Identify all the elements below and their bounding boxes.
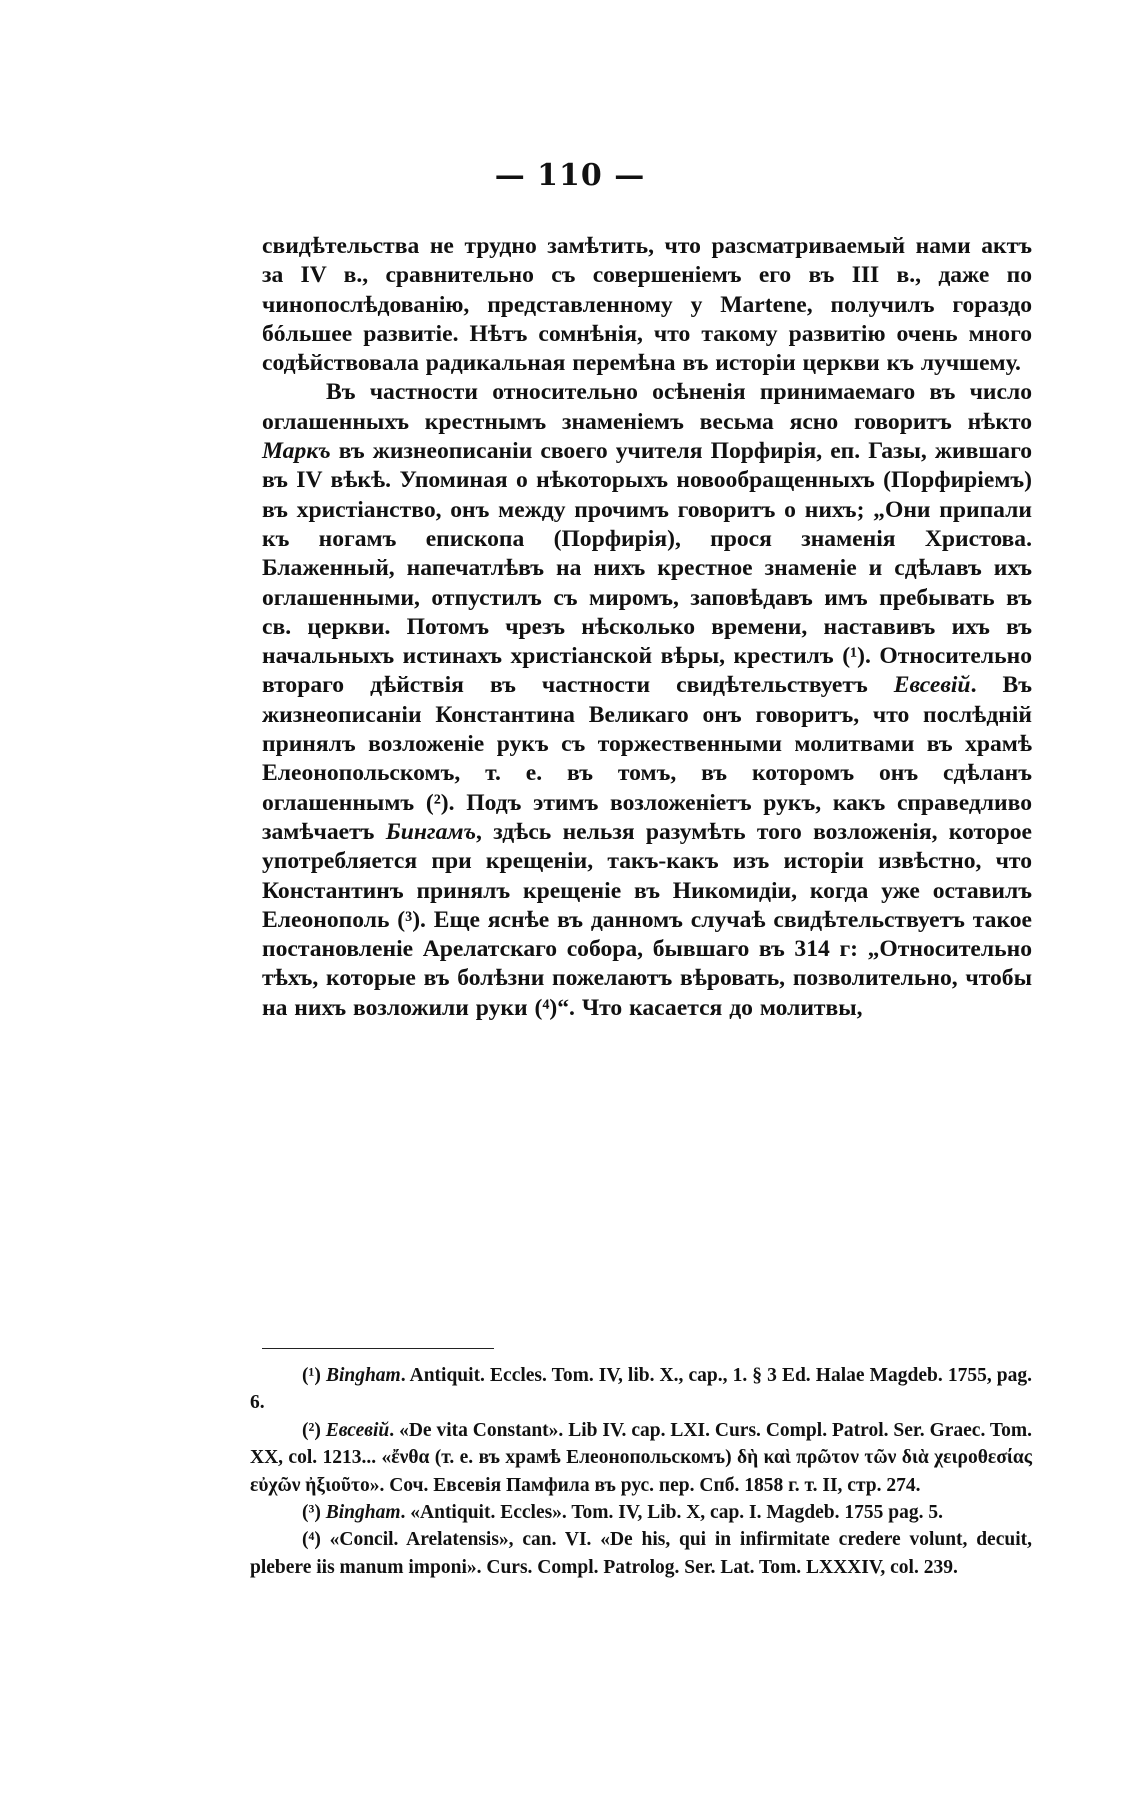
footnote-marker: (³): [302, 1502, 326, 1524]
paragraph-1: [262, 232, 1032, 378]
footnote-4: [250, 1526, 1032, 1581]
footnotes: [250, 1362, 1032, 1581]
footnote-marker: (²): [302, 1419, 326, 1441]
text-run: свидѣтельства не трудно замѣтить, что разсматриваемый нами актъ за IV в., сравнительно съ совершеніемъ его въ III в., даже по чинопослѣдованію, представленному у Martene, получилъ гораздо бóльшее развитіе. Нѣтъ сомнѣнія, что такому развитію очень много содѣйствовала радикальная перемѣна въ исторіи церкви къ лучшему.: [262, 233, 1032, 377]
paragraph-2: [262, 378, 1032, 1023]
text-run: . Въ жизнеописаніи Константина Великаго онъ говоритъ, что послѣдній принялъ возложеніе рукъ съ торжественными молитвами въ храмѣ Елеонопольскомъ, т. е. въ томъ, въ которомъ онъ сдѣланъ оглашеннымъ (²). Подъ этимъ возложеніетъ рукъ, какъ справедливо замѣчаетъ: [262, 672, 1032, 845]
footnote-marker: (¹): [302, 1365, 326, 1386]
author-name-eusebius: Евсевій: [893, 672, 971, 699]
footnote-text: . Antiquit. Eccles. Tom. IV, lib. X., cap., 1. § 3 Ed. Halae Magdeb. 1755, pag. 6.: [250, 1365, 1032, 1414]
footnote-author: Bingham: [325, 1365, 401, 1386]
page-number: — 110 —: [494, 158, 646, 193]
text-run: въ жизнеописаніи своего учителя Порфирія, еп. Газы, жившаго въ IV вѣкѣ. Упоминая о нѣкоторыхъ новообращенныхъ (Порфиріемъ) въ христіанство, онъ между прочимъ говоритъ о нихъ; „Они припали къ ногамъ епископа (Порфирія), прося знаменія Христова. Блаженный, напечатлѣвъ на нихъ крестное знаменіе и сдѣлавъ ихъ оглашенными, отпустилъ съ миромъ, заповѣдавъ имъ пребывать въ св. церкви. Потомъ чрезъ нѣсколько времени, наставивъ ихъ въ начальныхъ истинахъ христіанской вѣры, крестилъ (¹). Относительно втораго дѣйствія въ частности свидѣтельствуетъ: [262, 438, 1032, 699]
author-name-mark: Маркъ: [262, 438, 331, 465]
footnote-divider: [262, 1348, 494, 1349]
footnote-text: . «Antiquit. Eccles». Tom. IV, Lib. X, cap. I. Magdeb. 1755 pag. 5.: [400, 1502, 943, 1524]
footnote-text: (⁴) «Concil. Arelatensis», can. VI. «De his, qui in infirmitate credere volunt, decuit, plebere iis manum imponi». Curs. Compl. Patrolog. Ser. Lat. Tom. LXXXIV, col. 239.: [250, 1529, 1032, 1578]
footnote-author: Евсевій: [325, 1419, 390, 1441]
main-text: [262, 232, 1032, 1023]
footnote-3: [250, 1499, 1032, 1526]
author-name-bingham: Бингамъ: [385, 818, 477, 845]
footnote-2: [250, 1417, 1032, 1499]
footnote-author: Bingham: [325, 1502, 401, 1524]
footnote-1: [250, 1362, 1032, 1417]
footnote-text: . «De vita Constant». Lib IV. cap. LXI. Curs. Compl. Patrol. Ser. Graec. Tom. XX, col. 1213... «ἔνθα (т. е. въ храмѣ Елеонопольскомъ) δὴ καὶ πρῶτον τῶν διὰ χειροθεσίας εὐχῶν ἠξιοῦτο». Соч. Евсевія Памфила въ рус. пер. Спб. 1858 г. т. II, стр. 274.: [250, 1419, 1032, 1496]
text-run: , здѣсь нельзя разумѣть того возложенія, которое употребляется при крещеніи, такъ-какъ изъ исторіи извѣстно, что Константинъ принялъ крещеніе въ Никомидіи, когда уже оставилъ Елеонополь (³). Еще яснѣе въ данномъ случаѣ свидѣтельствуетъ такое постановленіе Арелатскаго собора, бывшаго въ 314 г: „Относительно тѣхъ, которые въ болѣзни пожелаютъ вѣровать, позволительно, чтобы на нихъ возложили руки (⁴)“. Что касается до молитвы,: [262, 818, 1032, 1021]
text-run: Въ частности относительно осѣненія принимаемаго въ число оглашенныхъ крестнымъ знаменіемъ весьма ясно говоритъ нѣкто: [262, 379, 1032, 435]
